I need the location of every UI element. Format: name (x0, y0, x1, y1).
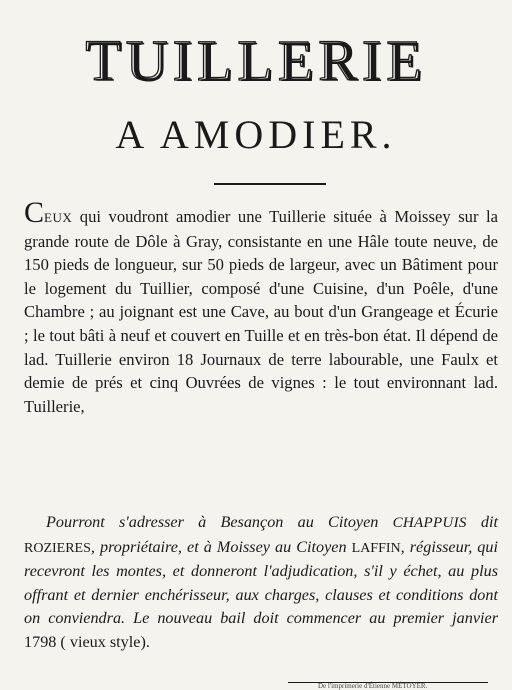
dropcap-letter: C (24, 196, 45, 229)
contact-name-chappuis: CHAPPUIS (392, 515, 467, 531)
contact-text-2: dit (466, 513, 498, 531)
page-subtitle: A AMODIER. (115, 112, 397, 157)
contact-text-4: , régisseur, qui recevront les montes, et donneront l'adjudication, s'il y échet, au plus offrant et dernier enchérisseur, aux charges, clauses et conditions dont on conviendra. Le nouveau bail doit commencer au premier janvier (24, 537, 498, 628)
title-divider (214, 183, 326, 185)
dropcap-smallcaps: EUX (44, 210, 73, 225)
contact-name-rozieres: ROZIERES (24, 540, 91, 556)
announcement-paragraph (24, 196, 498, 418)
contact-name-laffin: LAFFIN (351, 540, 401, 556)
page-title: TUILLERIE (85, 28, 427, 93)
printer-imprint: De l'imprimerie d'Étienne MÉTOYER. (318, 682, 428, 690)
announcement-text: qui voudront amodier une Tuillerie située à Moissey sur la grande route de Dôle à Gray, consistante en une Hâle toute neuve, de 150 pieds de longueur, sur 50 pieds de largeur, avec un Bâtiment pour le logement du Tuillier, composé d'une Cuisine, d'un Poêle, d'une Chambre ; au joignant est une Cave, au bout d'un Grangeage et Écurie ; le tout bâti à neuf et couvert en Tuille et en très-bon état. Il dépend de lad. Tuillerie environ 18 Journaux de terre labourable, une Faulx et demie de prés et cinq Ouvrées de vignes : le tout environnant lad. Tuillerie, (24, 207, 498, 416)
contact-text-5: ( vieux style). (56, 632, 150, 651)
contact-text-3: , propriétaire, et à Moissey au Citoyen (90, 537, 352, 556)
contact-paragraph (24, 511, 498, 655)
lease-year: 1798 (24, 632, 57, 651)
contact-text-1: Pourront s'adresser à Besançon au Citoyen (46, 513, 393, 531)
